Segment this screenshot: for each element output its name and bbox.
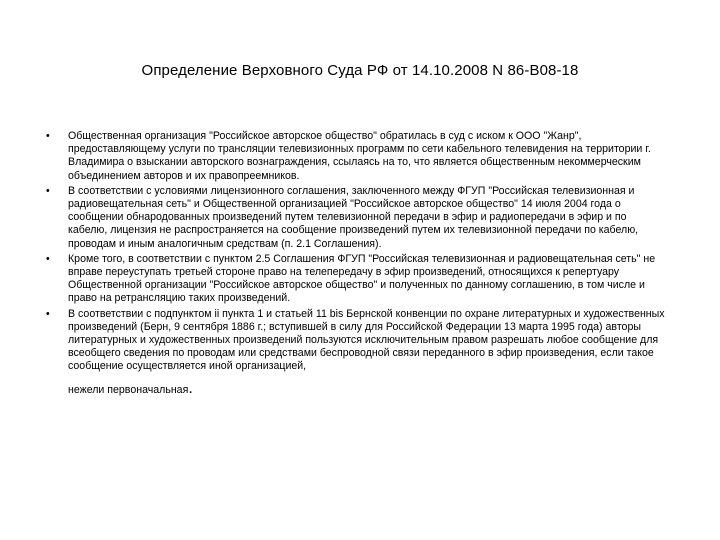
bullet-icon: • <box>46 307 50 320</box>
bullet-icon: • <box>46 184 50 197</box>
paragraph-2: В соответствии с условиями лицензионного соглашения, заключенного между ФГУП "Российская телевизионная и радиовещательная сеть" и Общественной организацией "Российское авторское общество" 14 июля 2004 года о сообщении обнародованных произведений путем телевизионной передачи в эфир и радиопередачи в эфир и по кабелю, лицензия не распространяется на сообщение произведений путем их телевизионной передачи по кабелю, проводам и иным аналогичным средствам (п. 2.1 Соглашения). <box>68 184 639 250</box>
list-item <box>46 253 666 306</box>
page-title: Определение Верховного Суда РФ от 14.10.2008 N 86-В08-18 <box>141 62 579 79</box>
paragraph-1: Общественная организация "Российское авторское общество" обратилась в суд с иском к ООО "Жанр", предоставляющему услуги по трансляции телевизионных программ по сети кабельного телевидения на территории г. Владимира о взыскании авторского вознаграждения, ссылаясь на то, что является общественным некоммерческим объединением авторов и их правопреемников. <box>68 130 651 182</box>
list-item <box>46 130 666 183</box>
bullet-icon: • <box>46 130 50 142</box>
tail-text: нежели первоначальная <box>68 383 189 396</box>
list-item <box>46 308 666 374</box>
paragraph-4-continuation <box>46 379 666 397</box>
paragraph-3: Кроме того, в соответствии с пунктом 2.5 Соглашения ФГУП "Российская телевизионная и радиовещательная сеть" не вправе переуступать третьей стороне право на телепередачу в эфир произведений, относящихся к репертуару Общественной организации "Российское авторское общество" и полученных по данному соглашению, в том числе и право на ретрансляцию таких произведений. <box>68 252 656 305</box>
bullet-list <box>46 130 666 397</box>
paragraph-4: В соответствии с подпунктом ii пункта 1 и статьей 11 bis Бернской конвенции по охране литературных и художественных произведений (Берн, 9 сентября 1886 г.; вступившей в силу для Российской Федерации 13 марта 1995 года) авторы литературных и художественных произведений пользуются исключительным правом разрешать любое сообщение для всеобщего сведения по проводам или средствами беспроводной связи переданного в эфир произведения, если такое сообщение осуществляется иной организацией, <box>68 307 665 373</box>
bullet-icon: • <box>46 252 50 265</box>
list-item <box>46 185 666 251</box>
tail-dot: . <box>188 379 193 397</box>
